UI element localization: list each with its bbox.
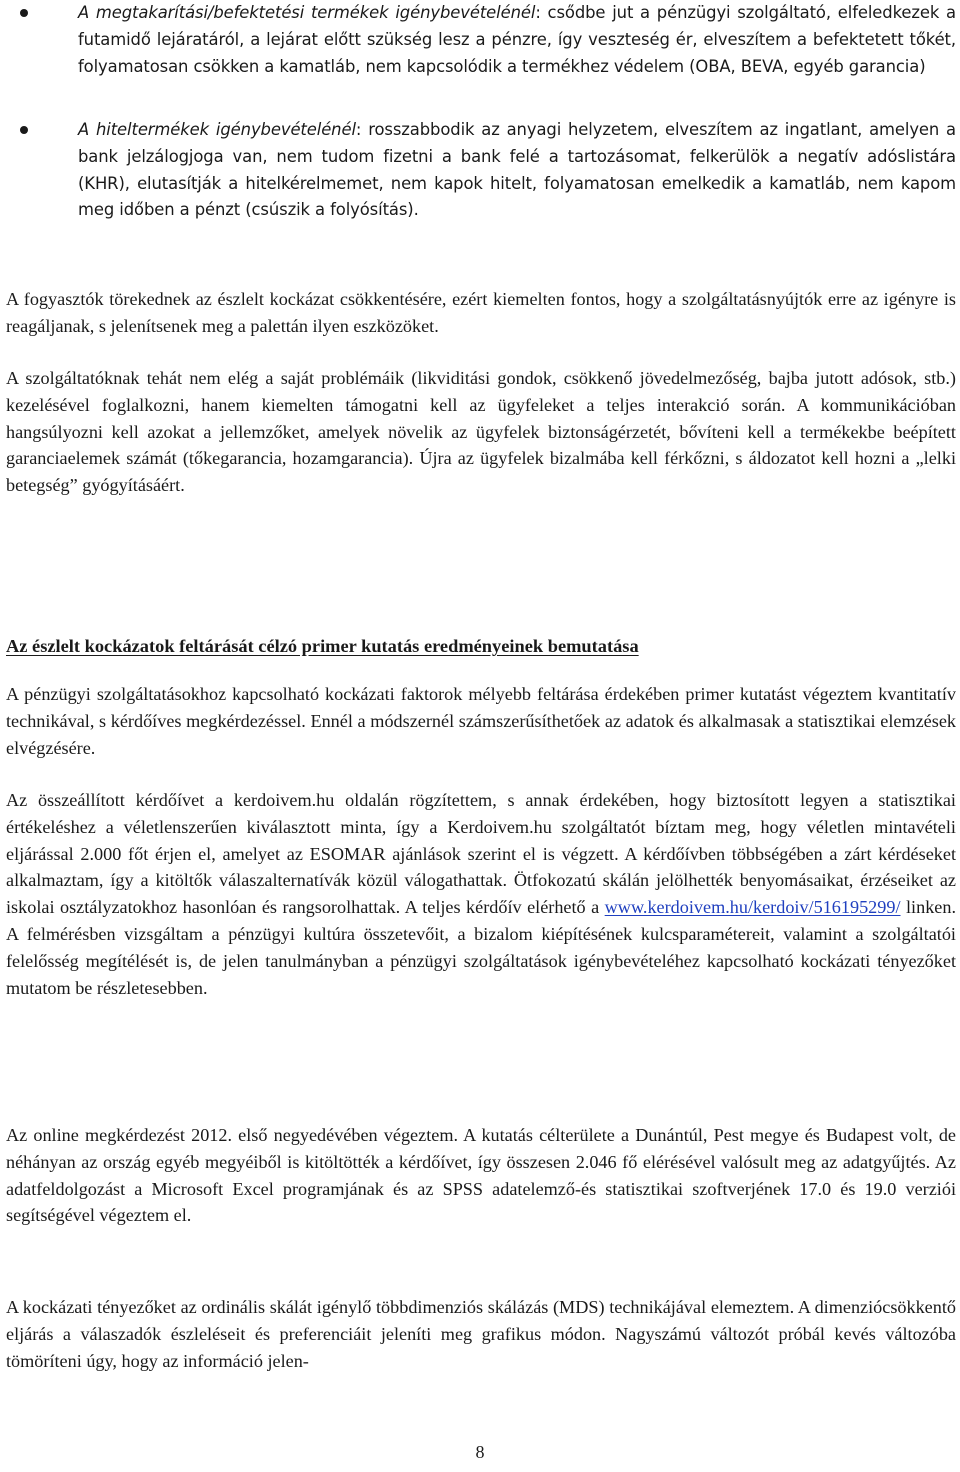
bullet-lead: A hiteltermékek igénybevételénél [78, 120, 356, 139]
section-heading: Az észlelt kockázatok feltárását célzó primer kutatás eredményeinek bemutatása [6, 636, 639, 656]
bullet-lead-suffix: : [355, 120, 362, 139]
bullet-item-savings [78, 0, 956, 80]
paragraph-online-survey: Az online megkérdezést 2012. első negyedévében végeztem. A kutatás célterülete a Dunántúl, Pest megye és Budapest volt, de néhányan az ország egyéb megyéiből is kitöltötték a kérdőívet, így összesen 2.046 fő elérésével valósult meg az adatgyűjtés. Az adatfeldolgozást a Microsoft Excel programjának és az SPSS adatelemző-és statisztikai szoftverjének 17.0 és 19.0 verziói segítségével végeztem el. [6, 1125, 956, 1226]
paragraph-questionnaire [6, 787, 956, 1001]
paragraph-primary-research: A pénzügyi szolgáltatásokhoz kapcsolható kockázati faktorok mélyebb feltárása érdekében primer kutatást végeztem kvantitatív technikával, s kérdőíves megkérdezéssel. Ennél a módszernél számszerűsíthetőek az adatok és alkalmasak a statisztikai elemzések elvégzésére. [6, 684, 956, 758]
bullet-dot-icon [20, 9, 28, 17]
bullet-item-credit [78, 117, 956, 224]
bullet-text: csődbe jut a pénzügyi szolgáltató, elfeledkezek a futamidő lejáratáról, a lejárat előtt szükség lesz a pénzre, így veszteség ér, elveszítem a befektetett tőkét, folyamatosan csökken a kamatláb, nem kapcsolódik a termékhez védelem (OBA, BEVA, egyéb garancia) [78, 3, 956, 76]
bullet-lead: A megtakarítási/befektetési termékek igénybevételénél [78, 3, 536, 22]
paragraph-risk-reduction: A fogyasztók törekednek az észlelt kockázat csökkentésére, ezért kiemelten fontos, hogy a szolgáltatásnyújtók erre az igényre is reagáljanak, s jelenítsenek meg a palettán ilyen eszközöket. [6, 289, 956, 336]
paragraph-provider-duties: A szolgáltatóknak tehát nem elég a saját problémáik (likviditási gondok, csökkenő jövedelmezőség, bajba jutott adósok, stb.) kezelésével foglalkozni, hanem kiemelten támogatni kell az ügyfeleket a teljes interakció során. A kommunikációban hangsúlyozni kell azokat a jellemzőket, amelyek növelik az ügyfelek biztonságérzetét, bővíteni kell a termékekbe beépített garanciaelemek számát (tőkegarancia, hozamgarancia). Újra az ügyfelek bizalmába kell férkőzni, s áldozatot kell hozni a „lelki betegség” gyógyításáért. [6, 368, 956, 496]
bullet-text: rosszabbodik az anyagi helyzetem, elveszítem az ingatlant, amelyen a bank jelzálogjoga van, nem tudom fizetni a bank felé a tartozásomat, felkerülök a negatív adóslistára (KHR), elutasítják a hitelkérelmemet, nem kapok hitelt, folyamatosan emelkedik a kamatláb, nem kapom meg időben a pénzt (csúszik a folyósítás). [78, 120, 956, 220]
bullet-lead-suffix: : [535, 3, 541, 22]
bullet-dot-icon [20, 126, 28, 134]
page-number: 8 [475, 1442, 485, 1462]
paragraph-mds: A kockázati tényezőket az ordinális skálát igénylő többdimenziós skálázás (MDS) technikájával elemeztem. A dimenziócsökkentő eljárás a válaszadók észleléseit és preferenciáit jeleníti meg grafikus módon. Nagyszámú változót próbál kevés változóba tömöríteni úgy, hogy az információ jelen- [6, 1297, 956, 1371]
questionnaire-link[interactable]: www.kerdoivem.hu/kerdoiv/516195299/ [604, 897, 901, 918]
questionnaire-text-before-link: Az összeállított kérdőívet a kerdoivem.hu oldalán rögzítettem, s annak érdekében, hogy biztosított legyen a statisztikai értékeléshez a véletlenszerűen kiválasztott minta, így a Kerdoivem.hu szolgáltatót bíztam meg, hogy véletlen mintavételi eljárással 2.000 főt érjen el, amelyet az ESOMAR ajánlások szerint el is végzett. A kérdőívben többségében a zárt kérdéseket alkalmaztam, így a kitöltők válaszalternatívák közül válogathattak. Ötfokozatú skálán jelölhették benyomásaikat, érzéseiket az iskolai osztályzatokhoz hasonlóan és rangsorolhattak. A teljes kérdőív elérhető a [6, 790, 956, 918]
questionnaire-text-after-link: linken. A felmérésben vizsgáltam a pénzügyi kultúra összetevőit, a bizalom kiépítésének kulcsparamétereit, valamint a szolgáltatói felelősség megítélését is, de jelen tanulmányban a pénzügyi szolgáltatások igénybevételéhez kapcsolható kockázati tényezőket mutatom be részletesebben. [6, 897, 956, 998]
